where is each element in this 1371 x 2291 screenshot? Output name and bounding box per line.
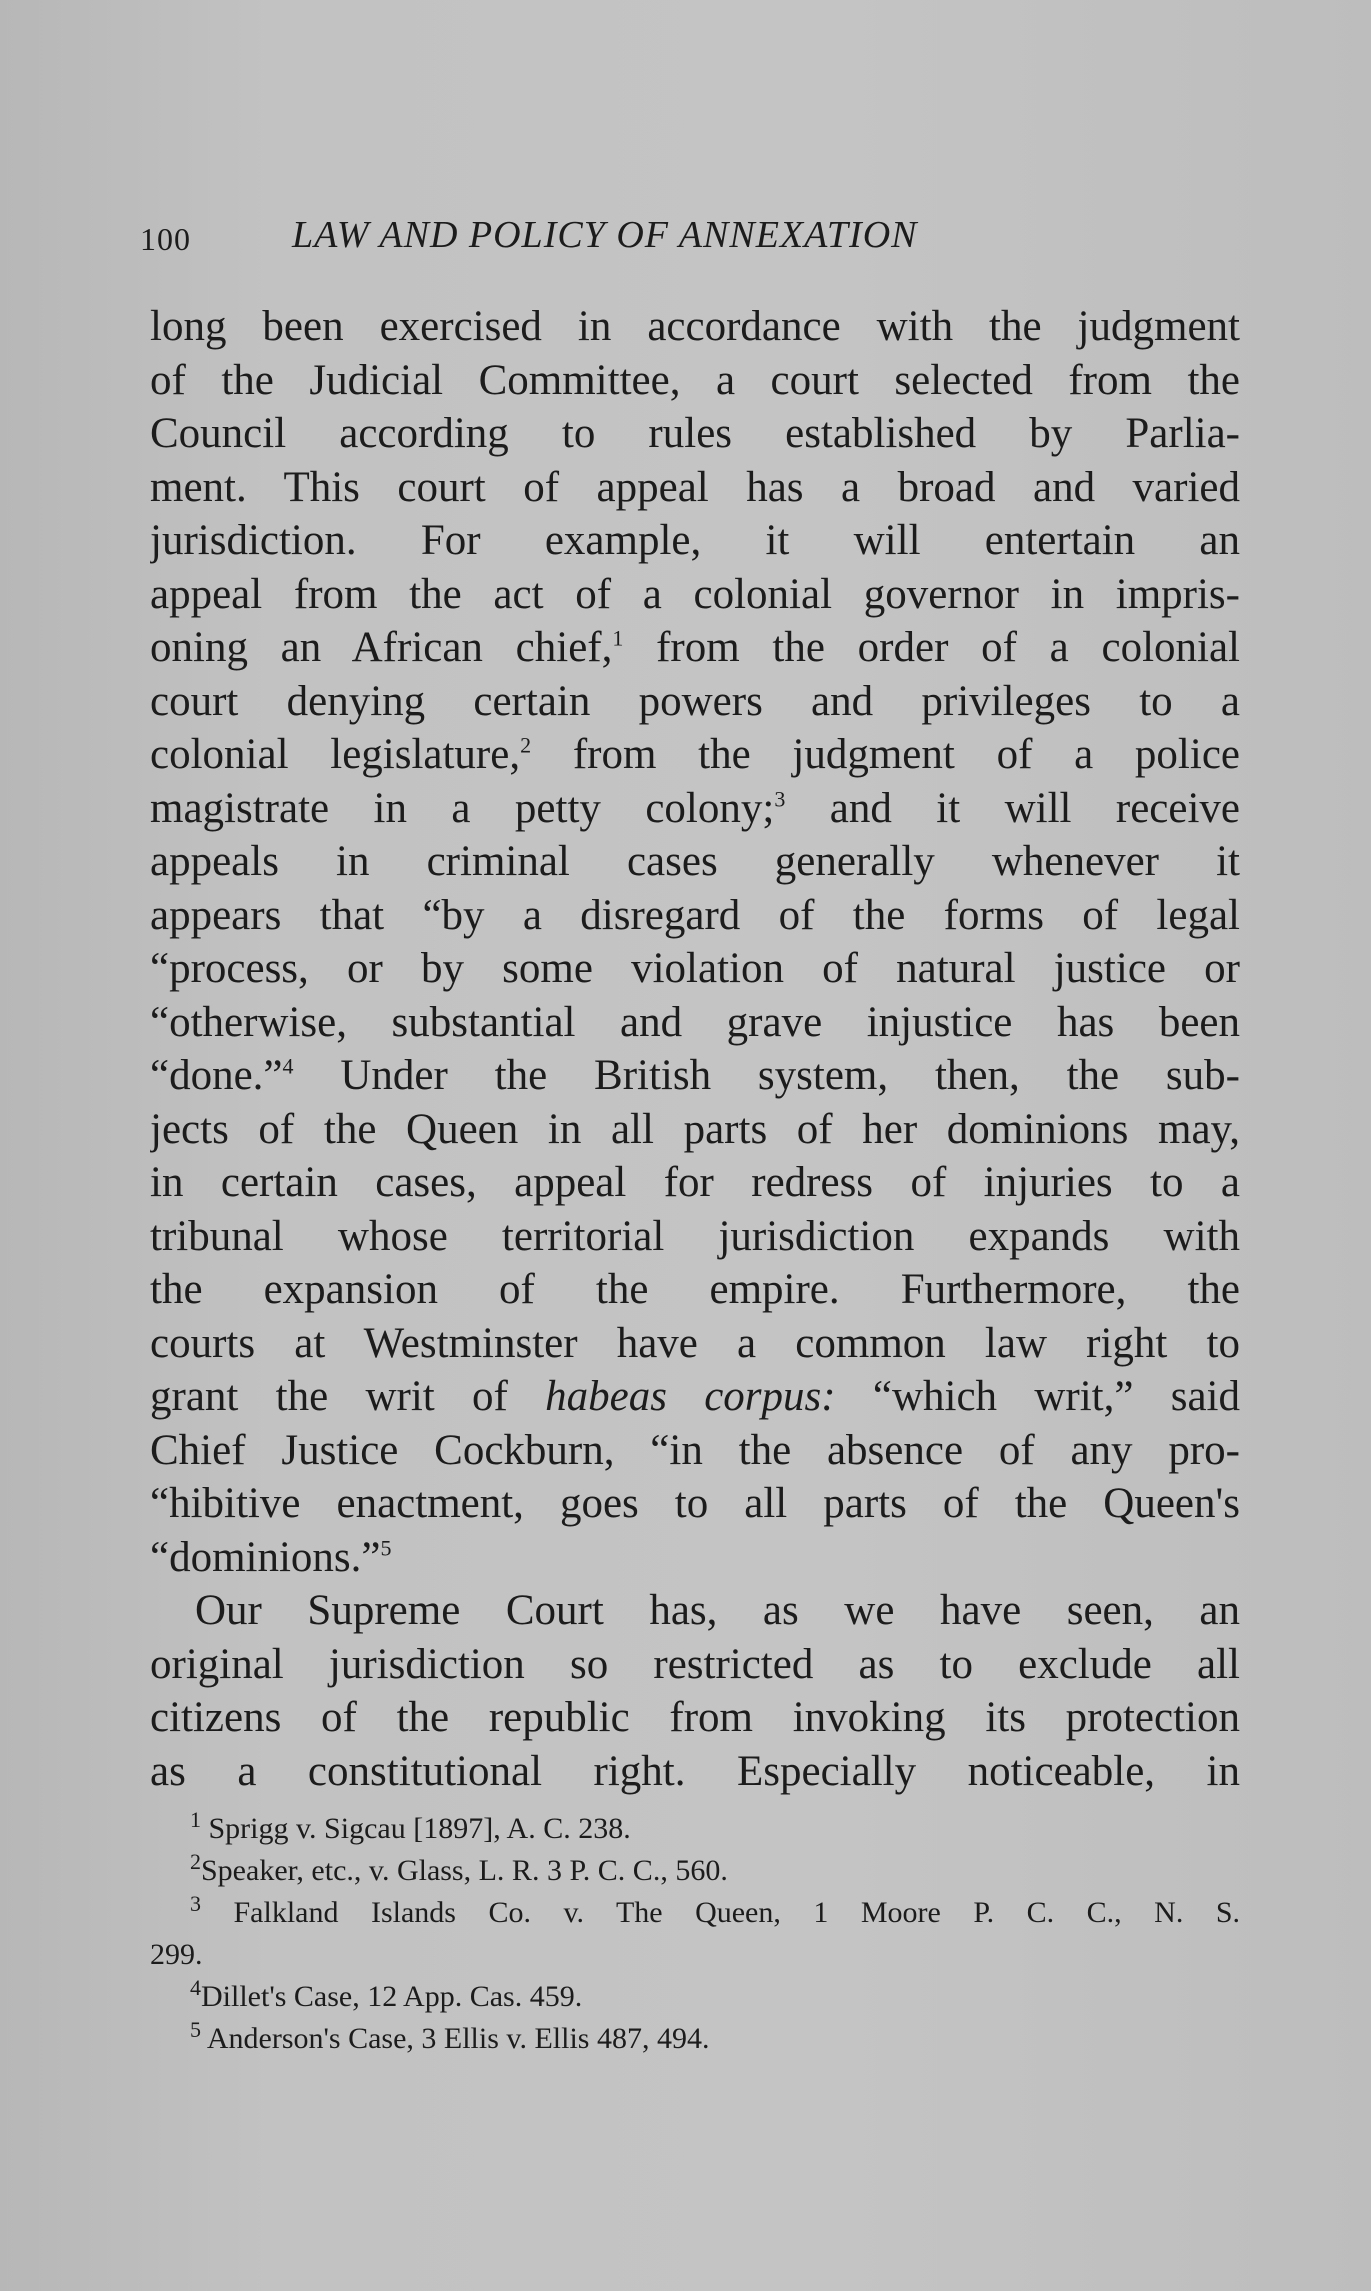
footnotes bbox=[150, 1808, 1240, 2060]
footnote: $^2$Speaker, etc., v. Glass, L. R. 3 P. C. C., 560. bbox=[190, 1850, 728, 1887]
footnote-marker: 5 bbox=[380, 1535, 392, 1561]
footnote: $^4$Dillet's Case, 12 App. Cas. 459. bbox=[190, 1976, 583, 2013]
text-line: Chief Justice Cockburn, “in the absence of any pro- bbox=[150, 1426, 1240, 1474]
text-line: long been exercised in accordance with the judgment bbox=[150, 303, 1240, 350]
text-line: courts at Westminster have a common law right to bbox=[150, 1319, 1240, 1367]
footnote: $^5$ Anderson's Case, 3 Ellis v. Ellis 487, 494. bbox=[190, 2018, 710, 2055]
footnote-marker: 3 bbox=[774, 786, 786, 812]
text-line: tribunal whose territorial jurisdiction expands with bbox=[150, 1212, 1240, 1260]
footnote-marker: 1 bbox=[612, 625, 624, 651]
text-line: “hibitive enactment, goes to all parts of the Queen's bbox=[150, 1480, 1240, 1527]
text-line: magistrate in a petty colony;$^3$ and it will receive bbox=[150, 784, 1240, 832]
text-line: original jurisdiction so restricted as to exclude all bbox=[150, 1640, 1240, 1688]
latin-phrase: habeas corpus: bbox=[545, 1373, 836, 1420]
footnote: $^1$ Sprigg v. Sigcau [1897], A. C. 238. bbox=[190, 1808, 631, 1845]
text-line: as a constitutional right. Especially noticeable, in bbox=[150, 1747, 1240, 1795]
text-line: “done.”$^4$ Under the British system, then, the sub- bbox=[150, 1052, 1240, 1099]
text-line: court denying certain powers and privileges to a bbox=[150, 677, 1240, 725]
text-line: “otherwise, substantial and grave injustice has been bbox=[150, 998, 1240, 1046]
text-line: appeals in criminal cases generally whenever it bbox=[150, 838, 1240, 885]
text-line: jects of the Queen in all parts of her dominions may, bbox=[150, 1105, 1240, 1153]
text-line: jurisdiction. For example, it will entertain an bbox=[150, 517, 1240, 564]
footnote: $^3$ Falkland Islands Co. v. The Queen, 1 Moore P. C. C., N. S. bbox=[190, 1892, 1240, 1929]
text-line: oning an African chief,$^1$ from the order of a colonial bbox=[150, 624, 1240, 671]
page-number: 100 bbox=[140, 221, 191, 257]
footnote-marker: 2 bbox=[520, 732, 532, 758]
text-line: citizens of the republic from invoking its protection bbox=[150, 1694, 1240, 1741]
text-line: colonial legislature,$^2$ from the judgment of a police bbox=[150, 731, 1240, 778]
text-line: Council according to rules established by Parlia- bbox=[150, 410, 1240, 457]
footnote-continuation: 299. bbox=[150, 1938, 203, 1971]
text-line: Our Supreme Court has, as we have seen, an bbox=[195, 1587, 1240, 1634]
text-line: grant the writ of habeas corpus: “which writ,” said bbox=[150, 1373, 1240, 1420]
footnote-marker: 4 bbox=[282, 1053, 294, 1079]
text-line: ment. This court of appeal has a broad and varied bbox=[150, 463, 1240, 511]
text-line: of the Judicial Committee, a court selected from the bbox=[150, 356, 1240, 404]
running-title: LAW AND POLICY OF ANNEXATION bbox=[292, 214, 918, 256]
text-line: the expansion of the empire. Furthermore, the bbox=[150, 1266, 1240, 1313]
body-text bbox=[150, 300, 1240, 1798]
text-line: “dominions.”$^5$ bbox=[150, 1533, 392, 1581]
page-header bbox=[140, 210, 1240, 260]
text-line: appeal from the act of a colonial governor in impris- bbox=[150, 570, 1240, 618]
text-line: in certain cases, appeal for redress of injuries to a bbox=[150, 1159, 1240, 1206]
text-line: “process, or by some violation of natural justice or bbox=[150, 945, 1240, 992]
text-line: appears that “by a disregard of the forms of legal bbox=[150, 891, 1240, 939]
